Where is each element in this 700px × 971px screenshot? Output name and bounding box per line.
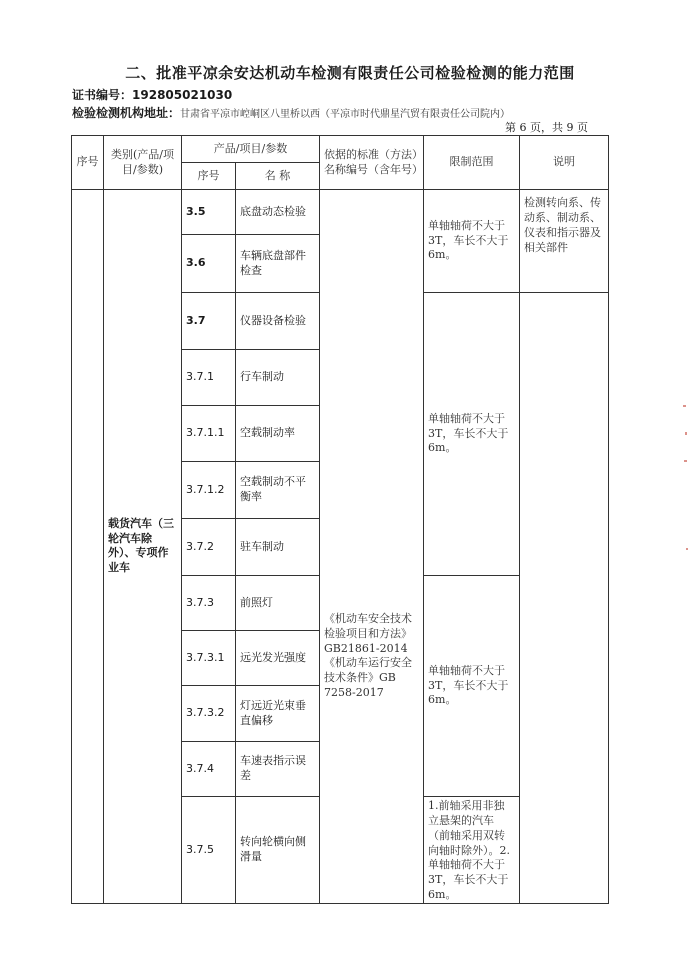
capability-table xyxy=(71,135,609,904)
address-label: 检验检测机构地址： xyxy=(72,106,181,120)
item-code: 3.7.2 xyxy=(182,519,236,576)
page-number: 第 6 页，共 9 页 xyxy=(505,121,588,134)
header-standard: 依据的标准（方法）名称编号（含年号） xyxy=(320,136,424,190)
item-code: 3.7.3.2 xyxy=(182,686,236,742)
certificate-number xyxy=(72,86,232,103)
seq-cell xyxy=(72,190,104,904)
item-code: 3.6 xyxy=(182,235,236,293)
header-note: 说明 xyxy=(520,136,609,190)
page-title: 二、批准平凉余安达机动车检测有限责任公司检验检测的能力范围 xyxy=(125,64,575,82)
item-name: 仪器设备检验 xyxy=(236,293,320,350)
header-product: 产品/项目/参数 xyxy=(182,136,320,163)
limit-cell: 单轴轴荷不大于3T，车长不大于6m。 xyxy=(424,576,520,797)
item-code: 3.7.1.1 xyxy=(182,406,236,462)
category-cell: 载货汽车（三轮汽车除外）、专项作业车 xyxy=(104,190,182,904)
item-code: 3.7.1 xyxy=(182,350,236,406)
item-name: 远光发光强度 xyxy=(236,631,320,686)
item-code: 3.7 xyxy=(182,293,236,350)
header-sub-name: 名 称 xyxy=(236,163,320,190)
limit-cell: 1.前轴采用非独立悬架的汽车（前轴采用双转向轴时除外）。2. 单轴轴荷不大于3T，车长不大于6m。 xyxy=(424,797,520,904)
item-code: 3.7.4 xyxy=(182,742,236,797)
scan-mark xyxy=(685,432,687,435)
note-cell-empty xyxy=(520,293,609,904)
table-header-row xyxy=(72,136,609,163)
item-name: 行车制动 xyxy=(236,350,320,406)
item-name: 车速表指示误差 xyxy=(236,742,320,797)
item-code: 3.7.1.2 xyxy=(182,462,236,519)
item-name: 前照灯 xyxy=(236,576,320,631)
item-code: 3.5 xyxy=(182,190,236,235)
address-value: 甘肃省平凉市崆峒区八里桥以西（平凉市时代鼎星汽贸有限责任公司院内） xyxy=(180,109,511,120)
item-name: 底盘动态检验 xyxy=(236,190,320,235)
certificate-label: 证书编号： xyxy=(72,88,133,102)
header-sub-seq: 序号 xyxy=(182,163,236,190)
scan-mark xyxy=(684,460,687,462)
limit-cell: 单轴轴荷不大于3T，车长不大于6m。 xyxy=(424,190,520,293)
limit-cell: 单轴轴荷不大于3T，车长不大于6m。 xyxy=(424,293,520,576)
item-code: 3.7.3.1 xyxy=(182,631,236,686)
standard-cell xyxy=(320,190,424,904)
institution-address xyxy=(72,104,510,121)
item-name: 驻车制动 xyxy=(236,519,320,576)
note-cell: 检测转向系、传动系、制动系、仪表和指示器及相关部件 xyxy=(520,190,609,293)
item-name: 转向轮横向侧滑量 xyxy=(236,797,320,904)
item-name: 空载制动不平衡率 xyxy=(236,462,320,519)
header-limit: 限制范围 xyxy=(424,136,520,190)
scan-mark xyxy=(686,548,688,550)
standard-line-1: 《机动车安全技术检验项目和方法》GB21861-2014 xyxy=(324,611,413,655)
header-category: 类别(产品/项目/参数) xyxy=(104,136,182,190)
standard-line-2: 《机动车运行安全技术条件》GB 7258-2017 xyxy=(324,656,413,700)
header-seq: 序号 xyxy=(72,136,104,190)
table-row xyxy=(72,190,609,235)
scan-mark xyxy=(683,405,686,407)
item-code: 3.7.5 xyxy=(182,797,236,904)
item-name: 灯远近光束垂直偏移 xyxy=(236,686,320,742)
item-name: 空载制动率 xyxy=(236,406,320,462)
item-code: 3.7.3 xyxy=(182,576,236,631)
certificate-value: 192805021030 xyxy=(132,88,233,102)
item-name: 车辆底盘部件检查 xyxy=(236,235,320,293)
